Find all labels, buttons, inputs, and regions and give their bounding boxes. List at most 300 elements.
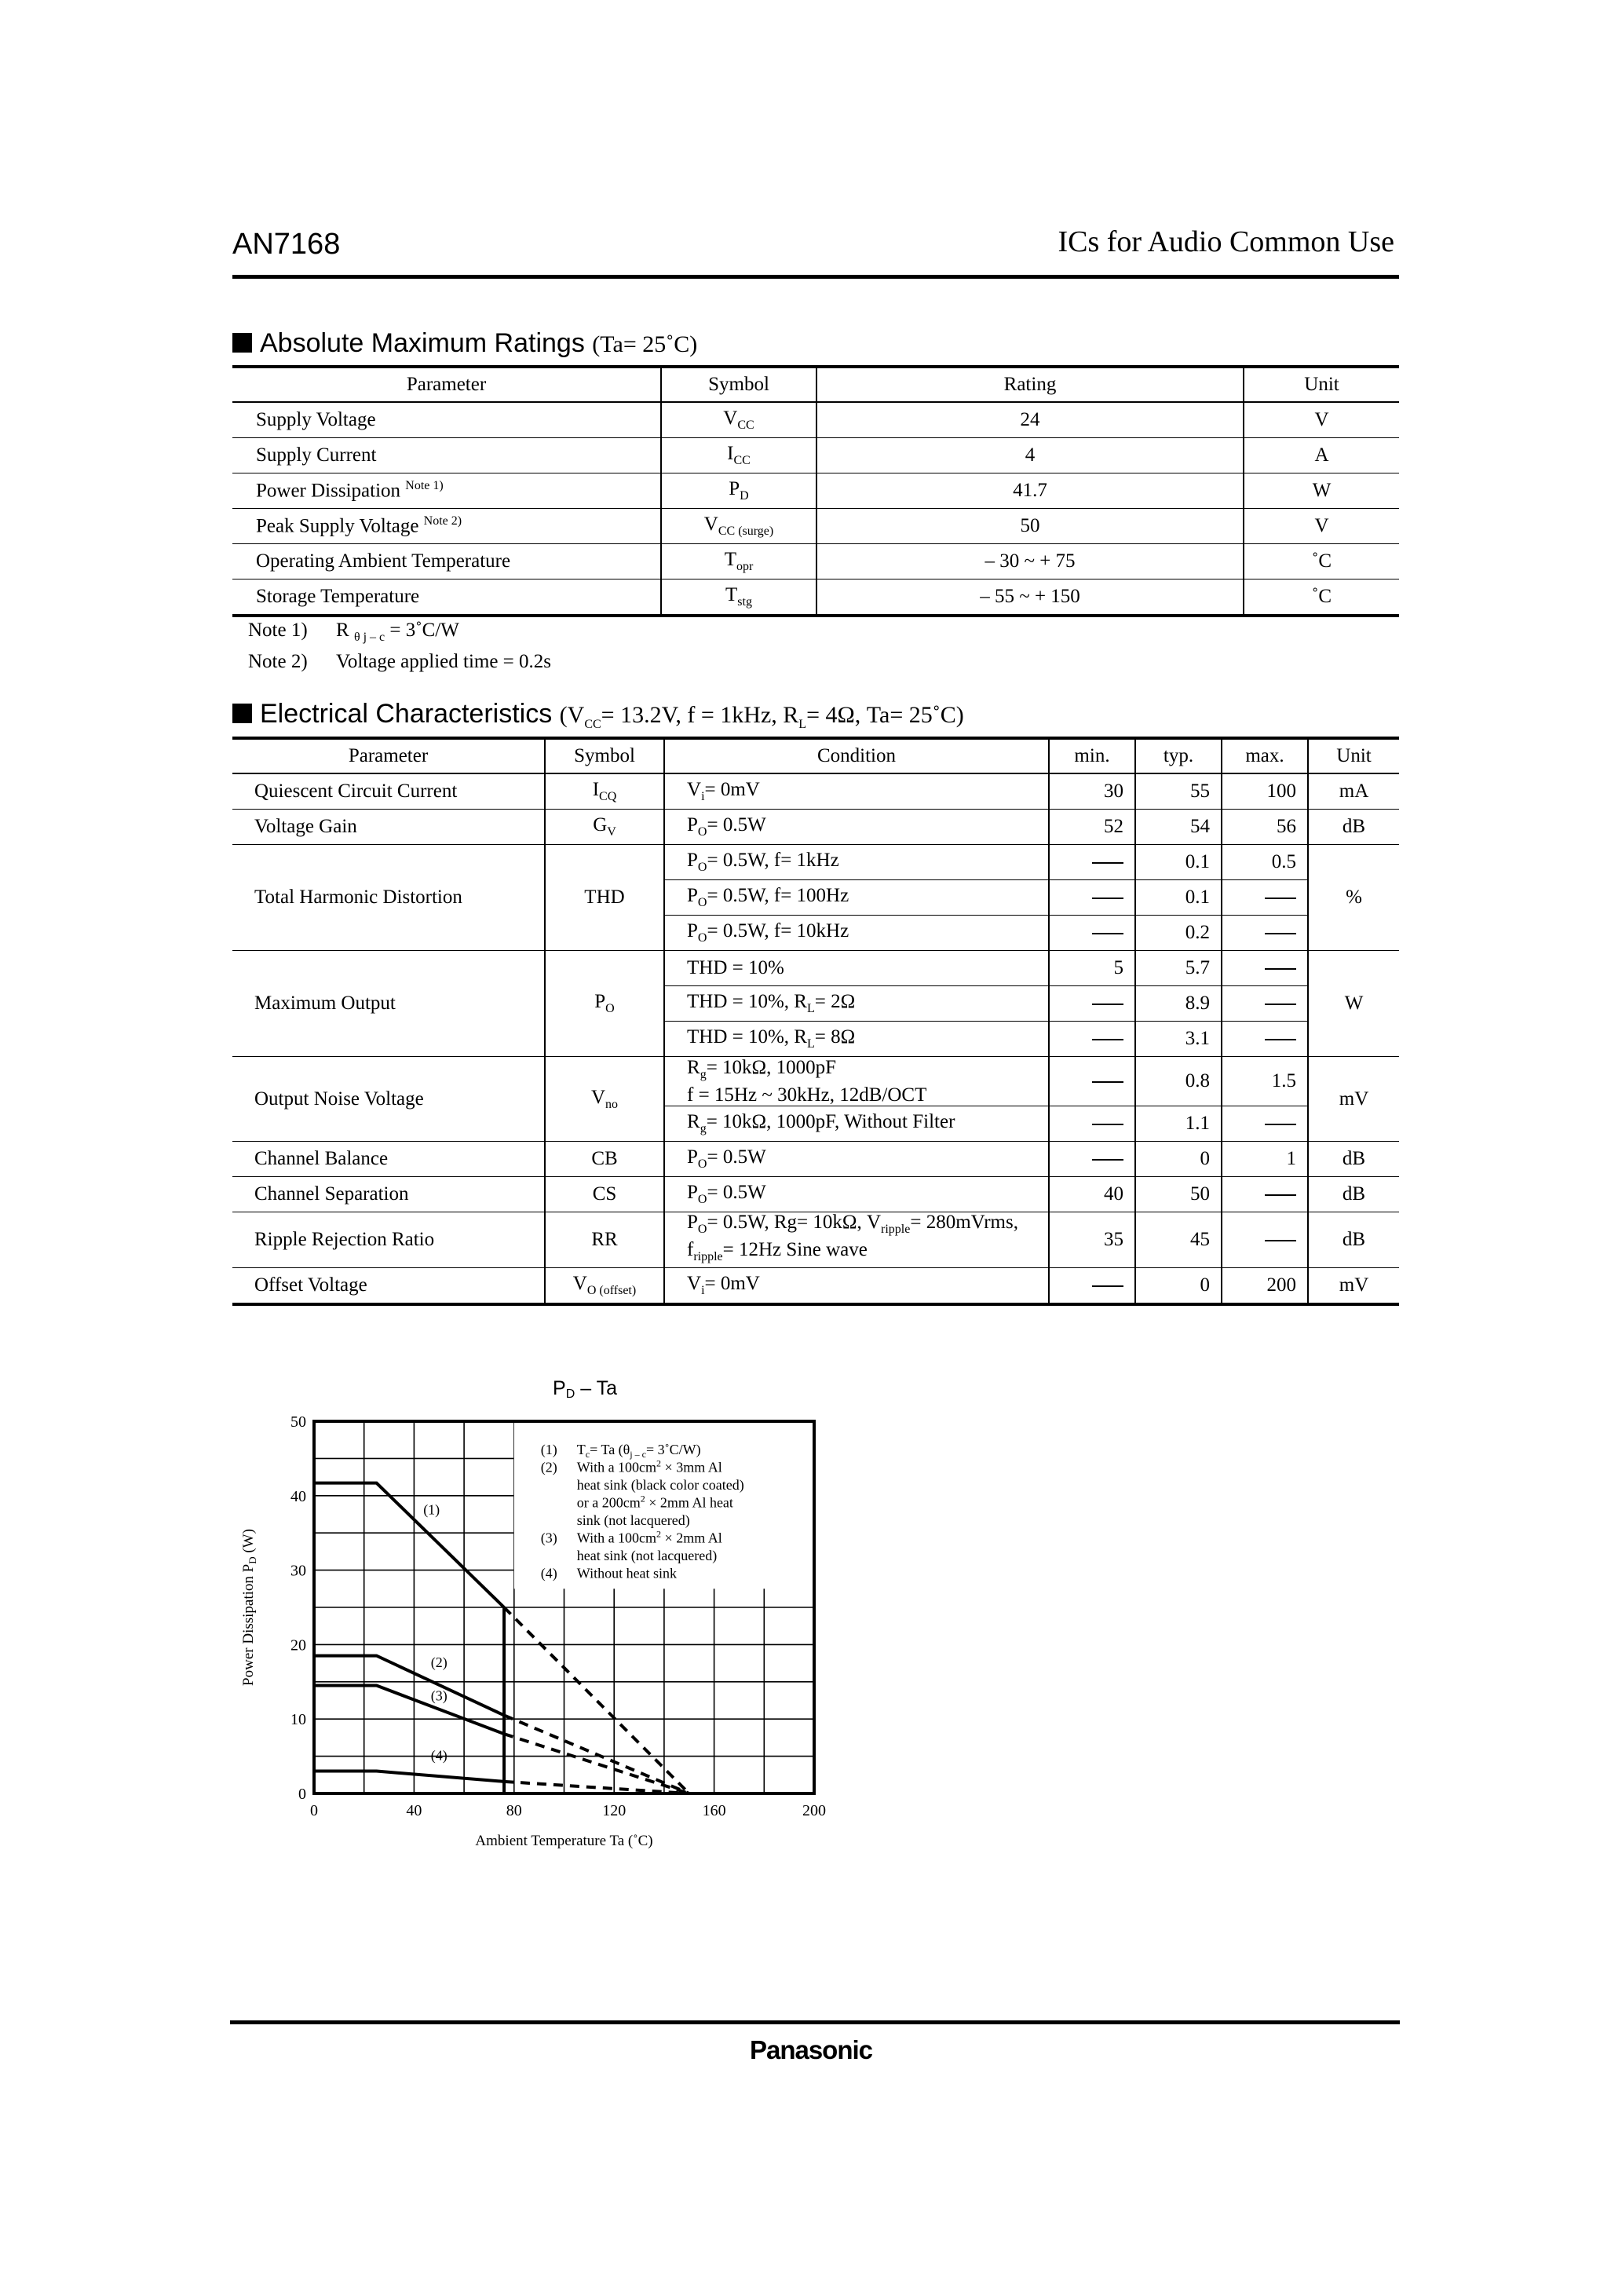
condition-text: P [687, 1212, 698, 1233]
dash-mark [1092, 862, 1123, 864]
ec-table [232, 737, 1399, 1306]
symbol-text: P [729, 478, 740, 499]
column-header: Symbol [661, 367, 816, 402]
symbol-cell [661, 579, 816, 616]
value-cell: 40 [1049, 1177, 1135, 1212]
value-cell [1222, 916, 1308, 951]
square-bullet-icon [232, 333, 252, 353]
legend-span: With a 100cm [576, 1530, 657, 1546]
legend-text [577, 1493, 733, 1511]
legend-span: sink (not lacquered) [576, 1512, 690, 1528]
legend-span: 2 [640, 1493, 645, 1504]
dash-mark [1265, 1004, 1296, 1005]
symbol-sub: CC (surge) [718, 525, 774, 538]
symbol-sub: O [605, 1002, 615, 1015]
symbol-cell [545, 773, 664, 810]
rating-cell: – 30 ~ + 75 [816, 544, 1244, 579]
legend-span: c [585, 1449, 590, 1460]
value-cell: 50 [1135, 1177, 1222, 1212]
unit-cell: V [1244, 509, 1399, 544]
part-number: AN7168 [232, 228, 341, 261]
symbol-cell [545, 1212, 664, 1268]
condition-text: = 0.5W [707, 1146, 766, 1168]
ec-cond-sub: L [798, 718, 807, 731]
value-cell [1222, 1212, 1308, 1268]
condition-cell [664, 845, 1049, 880]
value-cell: 30 [1049, 773, 1135, 810]
symbol-sub: CC [737, 419, 754, 432]
symbol-text: I [592, 779, 600, 800]
value-cell: 8.9 [1135, 986, 1222, 1022]
parameter-cell [232, 509, 661, 544]
x-tick-label: 0 [310, 1802, 318, 1819]
symbol-text: V [590, 1086, 606, 1108]
condition-text: = 0mV [704, 1273, 760, 1294]
symbol-text: THD [584, 887, 625, 908]
condition-sub: ripple [693, 1250, 723, 1263]
column-header: Unit [1308, 738, 1399, 773]
unit-cell: mV [1308, 1268, 1399, 1305]
note-sub: θ j – c [353, 631, 385, 644]
symbol-text: V [572, 1273, 587, 1294]
condition-sub: L [806, 1037, 815, 1051]
amr-section-title [232, 328, 697, 359]
symbol-cell [661, 473, 816, 509]
dash-mark [1092, 898, 1123, 899]
condition-cell [664, 1142, 1049, 1177]
parameter-cell: Maximum Output [232, 951, 545, 1057]
value-cell: 45 [1135, 1212, 1222, 1268]
value-cell [1222, 986, 1308, 1022]
unit-cell: dB [1308, 1212, 1399, 1268]
condition-text: = 2Ω [814, 991, 856, 1012]
table-row [232, 810, 1399, 845]
condition-sub: O [697, 1157, 707, 1171]
condition-text: P [687, 1182, 698, 1203]
parameter-cell [232, 402, 661, 438]
value-cell: 0.5 [1222, 845, 1308, 880]
condition-cell [664, 1177, 1049, 1212]
series-1-line [314, 1483, 504, 1607]
condition-sub: g [700, 1067, 707, 1081]
condition-text: V [687, 779, 702, 800]
symbol-cell [545, 1057, 664, 1142]
value-cell: 54 [1135, 810, 1222, 845]
symbol-sub: V [607, 825, 616, 839]
condition-sub: i [701, 790, 705, 803]
value-cell: 0.2 [1135, 916, 1222, 951]
legend-span: = Ta (θ [590, 1442, 630, 1457]
symbol-text: V [723, 408, 738, 429]
parameter-cell: Offset Voltage [232, 1268, 545, 1305]
value-cell [1049, 1106, 1135, 1142]
legend-text [577, 1566, 677, 1581]
dash-mark [1265, 1240, 1296, 1241]
ec-cond-sub: CC [584, 718, 601, 731]
value-cell [1222, 1022, 1308, 1057]
legend-text [577, 1477, 744, 1493]
unit-cell: A [1244, 438, 1399, 473]
rating-cell: 24 [816, 402, 1244, 438]
y-tick-label: 20 [290, 1636, 306, 1654]
symbol-text: P [594, 991, 606, 1012]
legend-span: or a 200cm [576, 1494, 641, 1511]
symbol-text: CB [591, 1148, 618, 1169]
condition-text: THD = 10%, R [687, 1026, 807, 1047]
condition-line: f = 15Hz ~ 30kHz, 12dB/OCT [687, 1084, 927, 1106]
series-label: (2) [430, 1654, 448, 1670]
unit-cell: mA [1308, 773, 1399, 810]
y-tick-label: 50 [290, 1413, 306, 1431]
condition-cell [664, 1057, 1049, 1106]
condition-text: = 10kΩ, 1000pF, Without Filter [706, 1111, 955, 1132]
value-cell [1049, 880, 1135, 916]
dash-mark [1092, 1285, 1123, 1287]
symbol-text: CS [592, 1183, 617, 1205]
condition-cell [664, 1268, 1049, 1305]
unit-cell: dB [1308, 1177, 1399, 1212]
value-cell: 56 [1222, 810, 1308, 845]
vno-row [232, 1057, 1399, 1106]
dash-mark [1265, 968, 1296, 970]
condition-sub: g [700, 1122, 707, 1135]
symbol-sub: CC [733, 454, 751, 467]
dash-mark [1265, 933, 1296, 934]
square-bullet-icon [232, 704, 252, 723]
legend-marker: (1) [540, 1442, 557, 1457]
condition-text: = 0.5W, f= 1kHz [707, 850, 839, 871]
value-cell [1222, 880, 1308, 916]
parameter-text: Power Dissipation [256, 480, 401, 502]
y-axis-label [240, 1529, 258, 1686]
dash-mark [1092, 1081, 1123, 1083]
column-header: min. [1049, 738, 1135, 773]
title-text: – Ta [575, 1377, 617, 1399]
symbol-text: V [703, 514, 718, 535]
value-cell: 3.1 [1135, 1022, 1222, 1057]
condition-text: THD = 10% [687, 957, 784, 978]
value-cell [1049, 986, 1135, 1022]
symbol-text: T [725, 584, 738, 605]
symbol-cell [545, 810, 664, 845]
table-row [232, 1212, 1399, 1268]
unit-cell: dB [1308, 810, 1399, 845]
po-row [232, 951, 1399, 986]
symbol-cell [545, 1142, 664, 1177]
value-cell [1049, 916, 1135, 951]
table-row [232, 1177, 1399, 1212]
symbol-cell [661, 509, 816, 544]
condition-cell [664, 880, 1049, 916]
parameter-cell: Quiescent Circuit Current [232, 773, 545, 810]
condition-text: P [687, 885, 698, 906]
table-row [232, 473, 1399, 509]
x-tick-label: 160 [702, 1802, 726, 1819]
condition-text: P [687, 850, 698, 871]
table-row [232, 579, 1399, 616]
legend-span: 2 [656, 1457, 662, 1469]
parameter-text: Supply Current [256, 444, 377, 466]
legend-text [577, 1548, 717, 1564]
value-cell: 0 [1135, 1142, 1222, 1177]
amr-notes [248, 618, 551, 674]
legend-span: 2 [656, 1528, 662, 1540]
condition-text: = 0.5W, Rg= 10kΩ, V [707, 1212, 882, 1233]
series-3-line [314, 1686, 504, 1735]
condition-cell [664, 773, 1049, 810]
parameter-cell [232, 544, 661, 579]
symbol-sub: no [605, 1097, 619, 1111]
legend-span: j – c [630, 1449, 646, 1460]
table-row [232, 438, 1399, 473]
value-cell [1222, 1177, 1308, 1212]
ylabel-sub: D [247, 1556, 258, 1564]
value-cell [1049, 1057, 1135, 1106]
table-row [232, 1268, 1399, 1305]
note-text: = 3˚C/W [385, 620, 459, 641]
note-ref: Note 2) [423, 514, 462, 528]
amr-title: Absolute Maximum Ratings [260, 328, 585, 358]
table-row [232, 773, 1399, 810]
parameter-cell [232, 438, 661, 473]
legend-marker: (3) [540, 1530, 557, 1546]
condition-text: = 280mVrms, [910, 1212, 1018, 1233]
condition-text: = 8Ω [814, 1026, 856, 1047]
series-label: (3) [430, 1687, 448, 1704]
column-header: typ. [1135, 738, 1222, 773]
symbol-text: T [724, 549, 736, 570]
symbol-cell [545, 1177, 664, 1212]
dash-mark [1265, 898, 1296, 899]
header-rule [232, 275, 1399, 279]
value-cell [1049, 1268, 1135, 1305]
ec-section-title [232, 699, 964, 732]
value-cell: 1.5 [1222, 1057, 1308, 1106]
value-cell: 0.1 [1135, 880, 1222, 916]
condition-sub: L [806, 1002, 815, 1015]
legend-span: × 2mm Al heat [645, 1494, 733, 1511]
value-cell [1222, 951, 1308, 986]
document-category: ICs for Audio Common Use [1058, 225, 1394, 258]
parameter-text: Operating Ambient Temperature [256, 550, 511, 572]
series-label: (1) [423, 1501, 440, 1518]
title-sub: D [565, 1387, 575, 1401]
condition-cell [664, 810, 1049, 845]
value-cell: 100 [1222, 773, 1308, 810]
y-tick-label: 30 [290, 1562, 306, 1580]
note-label: Note 2) [248, 651, 308, 672]
note-text: R [336, 620, 349, 641]
parameter-cell: Total Harmonic Distortion [232, 845, 545, 951]
condition-text: = 0.5W [707, 814, 766, 835]
unit-cell: ˚C [1244, 579, 1399, 616]
condition-text: = 10kΩ, 1000pF [706, 1056, 837, 1078]
value-cell: 52 [1049, 810, 1135, 845]
table-row [232, 509, 1399, 544]
ec-cond-text: = 4Ω, Ta= 25˚C) [806, 702, 964, 728]
note-2 [248, 649, 551, 674]
value-cell: 5.7 [1135, 951, 1222, 986]
column-header: Condition [664, 738, 1049, 773]
ec-cond-text: (V [559, 702, 585, 728]
condition-text: P [687, 814, 698, 835]
parameter-cell: Channel Balance [232, 1142, 545, 1177]
title-text: P [553, 1377, 566, 1399]
note-1 [248, 618, 551, 649]
ylabel-text: (W) [240, 1529, 257, 1557]
symbol-sub: CQ [599, 790, 617, 803]
symbol-sub: D [740, 489, 749, 503]
ec-cond-text: = 13.2V, f = 1kHz, R [601, 702, 799, 728]
symbol-text: I [727, 443, 734, 464]
rating-cell: – 55 ~ + 150 [816, 579, 1244, 616]
dash-mark [1092, 1159, 1123, 1161]
unit-cell: dB [1308, 1142, 1399, 1177]
dash-mark [1092, 1004, 1123, 1005]
condition-cell [664, 1212, 1049, 1268]
condition-cell [664, 1106, 1049, 1142]
condition-text: f [687, 1239, 694, 1260]
x-axis-label: Ambient Temperature Ta (˚C) [475, 1833, 653, 1849]
note-label: Note 1) [248, 620, 308, 641]
legend-span: With a 100cm [576, 1459, 657, 1475]
parameter-text: Supply Voltage [256, 409, 376, 430]
value-cell: 1 [1222, 1142, 1308, 1177]
condition-text: P [687, 1146, 698, 1168]
series-label: (4) [430, 1747, 448, 1764]
parameter-cell: Voltage Gain [232, 810, 545, 845]
dash-mark [1265, 1039, 1296, 1040]
condition-sub: ripple [881, 1223, 911, 1236]
condition-cell [664, 1022, 1049, 1057]
note-ref: Note 1) [405, 479, 444, 493]
column-header: Unit [1244, 367, 1399, 402]
condition-cell [664, 986, 1049, 1022]
rating-cell: 4 [816, 438, 1244, 473]
parameter-cell [232, 473, 661, 509]
unit-cell: V [1244, 402, 1399, 438]
legend-text [577, 1458, 722, 1475]
y-tick-label: 0 [298, 1786, 306, 1803]
amr-header-row [232, 367, 1399, 402]
series-2-dashed-line [504, 1715, 689, 1793]
condition-cell [664, 916, 1049, 951]
ec-condition [559, 702, 964, 731]
parameter-cell: Output Noise Voltage [232, 1057, 545, 1142]
unit-cell: W [1308, 951, 1399, 1057]
symbol-sub: O (offset) [586, 1284, 637, 1297]
symbol-cell [545, 951, 664, 1057]
unit-cell: ˚C [1244, 544, 1399, 579]
legend-span: T [576, 1442, 586, 1457]
column-header: Parameter [232, 367, 661, 402]
pd-ta-graph [228, 1366, 856, 1853]
x-tick-label: 80 [506, 1802, 522, 1819]
column-header: Symbol [545, 738, 664, 773]
value-cell: 35 [1049, 1212, 1135, 1268]
legend-marker: (4) [540, 1565, 557, 1581]
legend-text [577, 1529, 722, 1546]
thd-row [232, 845, 1399, 880]
value-cell: 0.1 [1135, 845, 1222, 880]
value-cell: 5 [1049, 951, 1135, 986]
x-tick-label: 40 [406, 1802, 422, 1819]
ec-title: Electrical Characteristics [260, 699, 553, 729]
condition-sub: O [697, 931, 707, 945]
x-tick-label: 120 [602, 1802, 627, 1819]
rating-cell: 50 [816, 509, 1244, 544]
condition-sub: O [697, 825, 707, 839]
condition-text: = 12Hz Sine wave [722, 1239, 868, 1260]
dash-mark [1265, 1124, 1296, 1125]
symbol-cell [661, 544, 816, 579]
parameter-cell: Ripple Rejection Ratio [232, 1212, 545, 1268]
condition-text: R [687, 1111, 700, 1132]
symbol-cell [545, 845, 664, 951]
symbol-sub: stg [737, 595, 752, 609]
legend-span: × 3mm Al [661, 1459, 722, 1475]
value-cell [1049, 845, 1135, 880]
condition-line [687, 1212, 1042, 1240]
condition-text: = 0.5W [707, 1182, 766, 1203]
parameter-cell [232, 579, 661, 616]
condition-text: V [687, 1273, 702, 1294]
value-cell: 0.8 [1135, 1057, 1222, 1106]
value-cell: 55 [1135, 773, 1222, 810]
value-cell [1222, 1106, 1308, 1142]
brand-logo: Panasonic [749, 2035, 873, 2064]
condition-text: R [687, 1056, 700, 1078]
chart-title [553, 1377, 617, 1401]
symbol-cell [661, 438, 816, 473]
condition-cell [664, 951, 1049, 986]
legend-span: × 2mm Al [661, 1530, 722, 1546]
x-tick-label: 200 [802, 1802, 826, 1819]
amr-table [232, 365, 1399, 617]
legend-text [577, 1512, 690, 1529]
parameter-text: Storage Temperature [256, 586, 420, 607]
ec-header-row [232, 738, 1399, 773]
condition-text: P [687, 920, 698, 941]
ylabel-text: Power Dissipation P [240, 1563, 257, 1686]
series-1-dashed-line [504, 1607, 689, 1793]
table-row [232, 1142, 1399, 1177]
condition-text: THD = 10%, R [687, 991, 807, 1012]
value-cell: 200 [1222, 1268, 1308, 1305]
series-4-line [314, 1771, 504, 1782]
column-header: Rating [816, 367, 1244, 402]
symbol-sub: opr [736, 560, 754, 573]
parameter-text: Peak Supply Voltage [256, 515, 419, 537]
value-cell: 1.1 [1135, 1106, 1222, 1142]
table-row [232, 544, 1399, 579]
table-row [232, 402, 1399, 438]
condition-line [687, 1240, 1042, 1267]
condition-text: = 0.5W, f= 10kHz [707, 920, 849, 941]
symbol-text: RR [591, 1229, 618, 1250]
parameter-cell: Channel Separation [232, 1177, 545, 1212]
condition-sub: O [697, 861, 707, 874]
footer-rule [230, 2020, 1400, 2024]
condition-sub: O [697, 896, 707, 909]
legend-span: = 3˚C/W) [645, 1442, 701, 1457]
column-header: max. [1222, 738, 1308, 773]
condition-line [687, 1058, 1042, 1085]
symbol-cell [545, 1268, 664, 1305]
y-tick-label: 10 [290, 1711, 306, 1729]
y-tick-label: 40 [290, 1487, 306, 1505]
condition-text: = 0mV [704, 779, 760, 800]
